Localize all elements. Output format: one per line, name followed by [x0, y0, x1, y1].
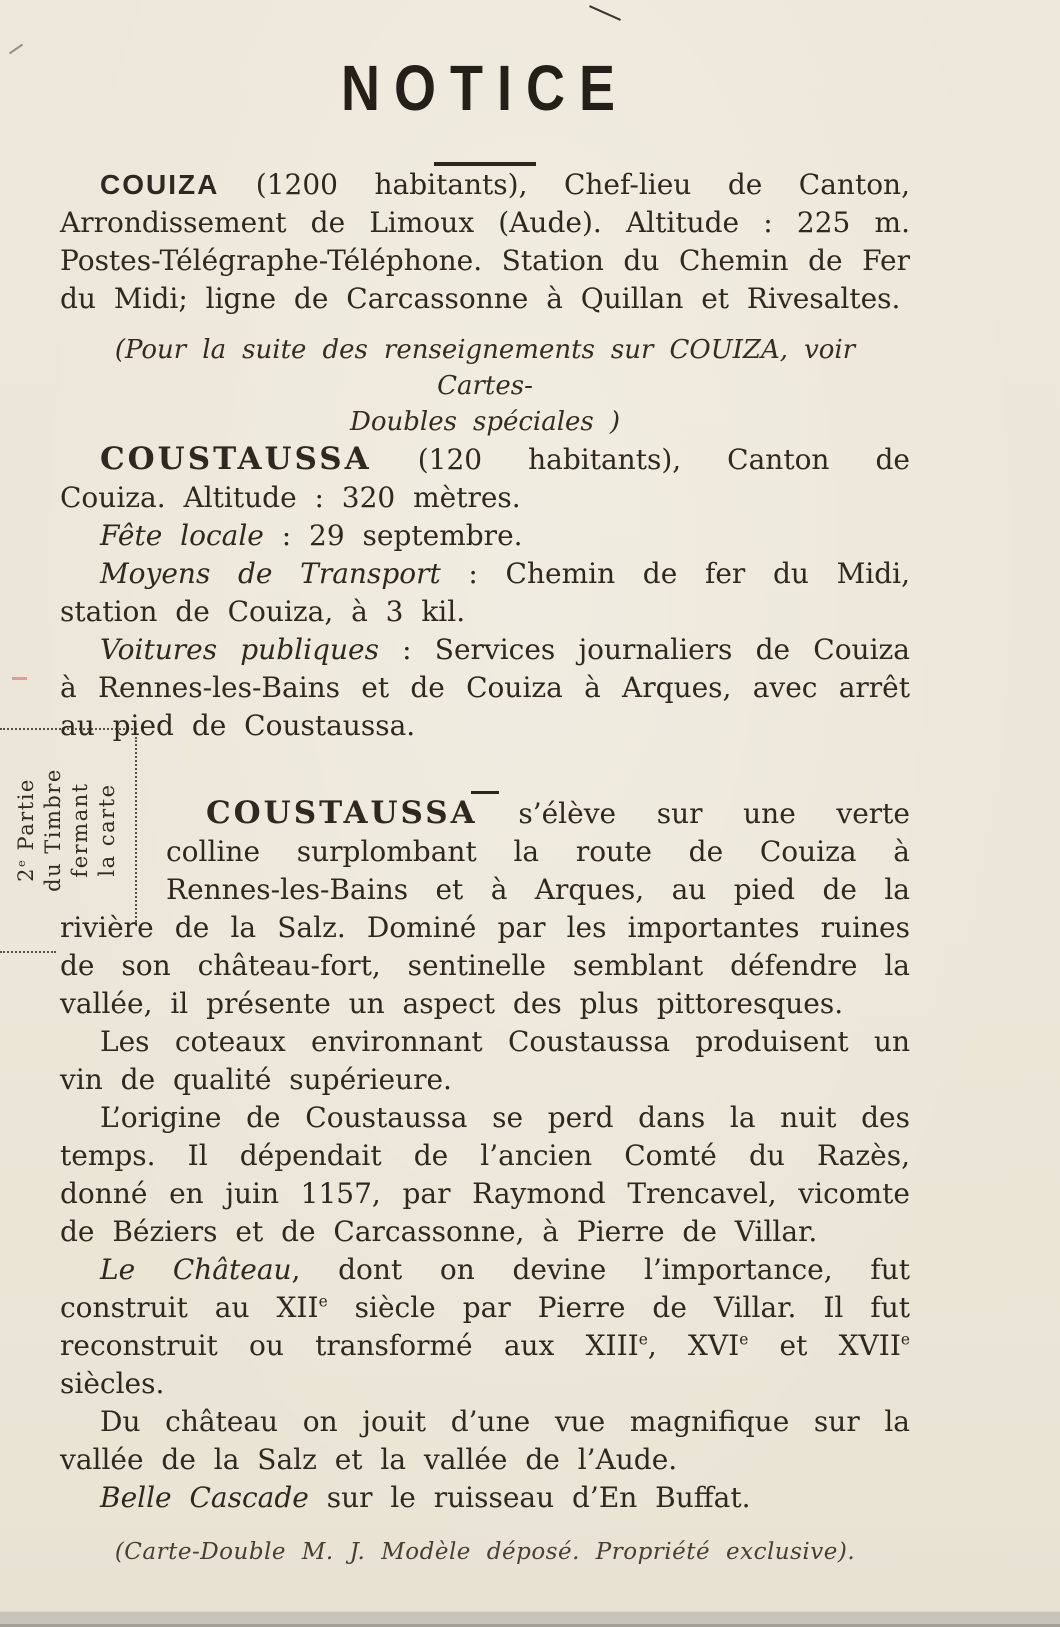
paragraph-couiza	[60, 166, 910, 318]
chateau-lead: Le Château	[100, 1253, 292, 1286]
coustaussa-entry-text: (120 habitants), Canton de Couiza. Altitude : 320 mètres.	[60, 443, 910, 514]
couiza-text: (1200 habitants), Chef-lieu de Canton, Arrondissement de Limoux (Aude). Altitude : 225 m. Postes-Télégraphe-Téléphone. Station du Chemin de Fer du Midi; ligne de Carcassonne à Quillan et Rivesaltes.	[60, 168, 910, 315]
flap-label-line-3: fermant	[68, 782, 92, 878]
coustaussa-entry-lead: COUSTAUSSA	[100, 441, 372, 477]
flap-label-line-4: la carte	[95, 783, 119, 877]
footer-note: (Carte-Double M. J. Modèle déposé. Propriété exclusive).	[114, 1539, 856, 1565]
description-text: s’élève sur une verte colline surplombant la route de Couiza à Rennes-les-Bains et à Arques, au pied de la rivière de la Salz. Dominé par les importantes ruines de son château-fort, sentinelle semblant défendre la vallée, il présente un aspect des plus pittoresques.	[60, 797, 910, 1020]
page-title: NOTICE	[340, 53, 629, 124]
note-line-2: Doubles spéciales )	[349, 407, 620, 437]
flap-label-line-1: 2e Partie	[14, 778, 38, 882]
paragraph-vue: Du château on jouit d’une vue magnifique sur la vallée de la Salz et la vallée de l’Aude.	[60, 1405, 910, 1476]
paragraph-origine: L’origine de Coustaussa se perd dans la nuit des temps. Il dépendait de l’ancien Comté du Razès, donné en juin 1157, par Raymond Trencavel, vicomte de Béziers et de Carcassonne, à Pierre de Villar.	[60, 1101, 910, 1248]
description-lead: COUSTAUSSA	[206, 795, 478, 831]
note-cartes-doubles	[60, 332, 910, 440]
voitures-text: : Services journaliers de Couiza à Rennes-les-Bains et de Couiza à Arques, avec arrêt au pied de Coustaussa.	[60, 633, 910, 742]
paragraph-fete-locale	[60, 517, 910, 555]
cascade-text: sur le ruisseau d’En Buffat.	[308, 1481, 751, 1514]
transport-text: : Chemin de fer du Midi, station de Couiza, à 3 kil.	[60, 557, 910, 628]
paragraph-coustaussa-entry	[60, 440, 910, 517]
voitures-lead: Voitures publiques	[100, 633, 379, 666]
flap-text-wrap-spacer	[60, 794, 166, 904]
paragraph-coteaux: Les coteaux environnant Coustaussa produisent un vin de qualité supérieure.	[60, 1025, 910, 1096]
paragraph-voitures	[60, 631, 910, 745]
couiza-lead: COUIZA	[100, 169, 220, 200]
flap-label-line-2: du Timbre	[41, 768, 65, 892]
paragraph-transport	[60, 555, 910, 631]
transport-lead: Moyens de Transport	[100, 557, 441, 590]
paragraph-chateau: Le Château, dont on devine l’importance, fut construit au XIIe siècle par Pierre de Villar. Il fut reconstruit ou transformé aux XIIIe, XVIe et XVIIe siècles.	[60, 1253, 910, 1400]
note-line-1: (Pour la suite des renseignements sur COUIZA, voir Cartes-	[114, 335, 856, 401]
fete-locale-text: : 29 septembre.	[263, 519, 523, 552]
paragraph-description	[60, 794, 910, 1023]
paragraph-cascade	[60, 1479, 910, 1517]
fete-locale-lead: Fête locale	[100, 519, 264, 552]
cascade-lead: Belle Cascade	[100, 1481, 309, 1514]
